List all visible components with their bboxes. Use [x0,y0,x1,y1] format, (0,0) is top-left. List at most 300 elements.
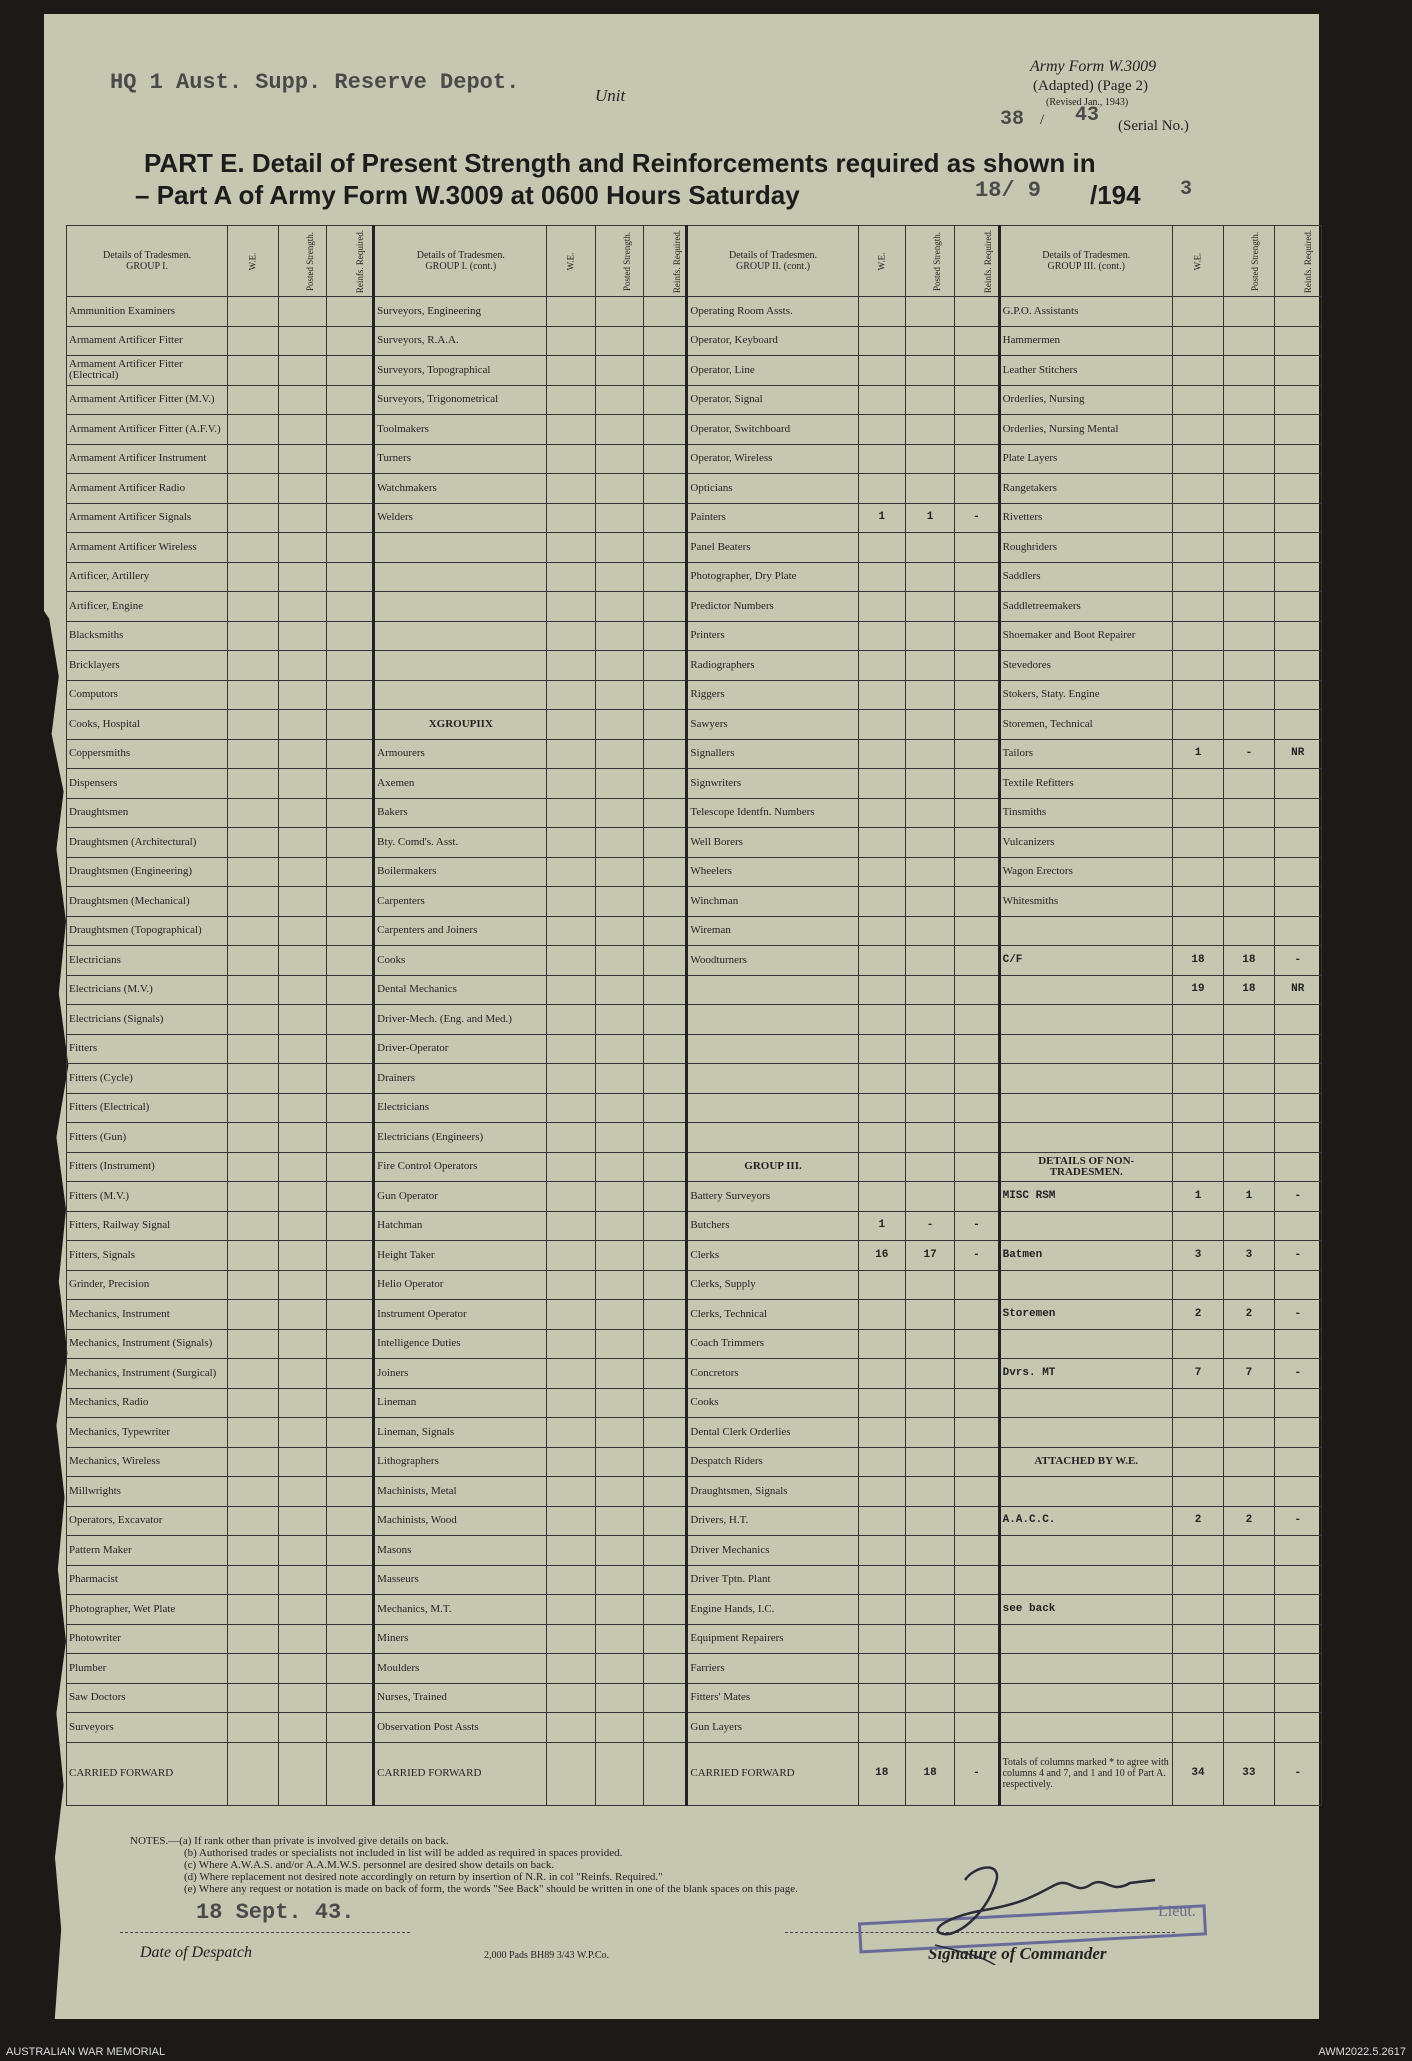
totals-note: Totals of columns marked * to agree with columns 4 and 7, and 1 and 10 of Part A. respectively. [999,1742,1172,1805]
trade-label: Signwriters [687,769,858,799]
count-cell [858,1388,905,1418]
trade-label: Saddletreemakers [999,592,1172,622]
count-cell [595,1624,643,1654]
count-cell [1274,1595,1321,1625]
count-cell [1172,444,1223,474]
count-cell [644,1388,687,1418]
table-row [67,1713,1322,1743]
count-cell [1172,651,1223,681]
count-cell [858,1123,905,1153]
table-row [67,651,1322,681]
count-cell [228,1742,278,1805]
count-cell [326,1005,373,1035]
count-cell [326,1654,373,1684]
count-cell [278,975,326,1005]
count-cell [1172,1211,1223,1241]
count-cell [1274,1683,1321,1713]
trade-label: Draughtsmen (Architectural) [67,828,228,858]
count-cell [595,798,643,828]
count-cell [547,651,595,681]
count-cell [547,1300,595,1330]
count-cell [547,444,595,474]
table-row [67,1447,1322,1477]
count-cell [228,739,278,769]
count-cell [278,1506,326,1536]
count-cell [326,533,373,563]
carried-forward-label: CARRIED FORWARD [687,1742,858,1805]
count-cell [547,1654,595,1684]
count-cell [905,1329,954,1359]
count-cell [905,828,954,858]
count-cell [278,1182,326,1212]
signature-label: Signature of Commander [928,1944,1107,1963]
count-cell [278,798,326,828]
count-cell: - [955,1211,999,1241]
trade-label: G.P.O. Assistants [999,297,1172,327]
count-cell: 1 [905,503,954,533]
count-cell [1224,1624,1274,1654]
count-cell [278,533,326,563]
trade-label: Mechanics, Wireless [67,1447,228,1477]
count-cell [228,1064,278,1094]
count-cell [1274,1565,1321,1595]
rank-stamp: Lieut. [1158,1903,1196,1920]
count-cell [326,1152,373,1182]
count-cell [228,946,278,976]
table-row [67,592,1322,622]
count-cell [595,828,643,858]
table-row [67,533,1322,563]
count-cell [547,1536,595,1566]
count-cell [595,503,643,533]
count-cell [1172,503,1223,533]
count-cell [547,739,595,769]
count-cell [1172,916,1223,946]
count-cell [1172,1152,1223,1182]
count-cell [644,1418,687,1448]
count-cell [644,533,687,563]
trade-label [999,916,1172,946]
trade-label: Draughtsmen (Engineering) [67,857,228,887]
count-cell [228,297,278,327]
count-cell [278,385,326,415]
serial-left: 38 [1000,108,1025,131]
count-cell [278,1565,326,1595]
count-cell [955,444,999,474]
count-cell [955,1624,999,1654]
trade-label: Axemen [374,769,547,799]
trade-label: Clerks, Supply [687,1270,858,1300]
count-cell [595,1270,643,1300]
count-cell [326,1300,373,1330]
carried-forward-label: CARRIED FORWARD [374,1742,547,1805]
count-cell [955,769,999,799]
count-cell [228,798,278,828]
count-cell [278,769,326,799]
trade-label [999,1005,1172,1035]
count-cell [955,1388,999,1418]
count-cell [905,326,954,356]
count-cell [1274,297,1321,327]
count-cell [595,1064,643,1094]
trade-label [999,1211,1172,1241]
count-cell [905,887,954,917]
count-cell [858,444,905,474]
table-row [67,739,1322,769]
count-cell [547,1713,595,1743]
trade-label: Whitesmiths [999,887,1172,917]
count-cell [326,326,373,356]
date-day-month: 18/ 9 [975,178,1042,203]
trade-label: Carpenters and Joiners [374,916,547,946]
trade-label: Pharmacist [67,1565,228,1595]
count-cell [1172,1536,1223,1566]
count-cell [595,1506,643,1536]
count-cell [905,680,954,710]
table-row [67,828,1322,858]
count-cell [1274,1152,1321,1182]
count-cell [595,592,643,622]
table-row [67,887,1322,917]
count-cell [595,1182,643,1212]
count-cell [644,1241,687,1271]
trade-label: Lithographers [374,1447,547,1477]
count-cell [1274,1034,1321,1064]
count-cell [644,1447,687,1477]
count-cell [228,710,278,740]
trade-label: Mechanics, Instrument (Surgical) [67,1359,228,1389]
trade-label: Cooks [687,1388,858,1418]
count-cell [278,1152,326,1182]
count-cell: NR [1274,739,1321,769]
trade-label: Clerks [687,1241,858,1271]
trade-label [999,1565,1172,1595]
table-row [67,297,1322,327]
count-cell [858,1565,905,1595]
count-cell [644,1683,687,1713]
count-cell [644,415,687,445]
count-cell: 18 [1224,946,1274,976]
group1-header: Details of Tradesmen. GROUP I. [67,226,228,297]
trade-label: Cooks [374,946,547,976]
count-cell [644,739,687,769]
count-cell [1274,385,1321,415]
table-row [67,1683,1322,1713]
trade-label [999,1388,1172,1418]
unit-label: Unit [595,86,626,105]
count-cell [547,1418,595,1448]
trade-label [999,1477,1172,1507]
trade-label: Machinists, Metal [374,1477,547,1507]
table-row [67,680,1322,710]
trade-label [999,1093,1172,1123]
count-cell [955,1506,999,1536]
count-cell [547,356,595,386]
count-cell [1224,1093,1274,1123]
count-cell [326,1742,373,1805]
count-cell [644,356,687,386]
trade-label: Masons [374,1536,547,1566]
count-cell [858,1536,905,1566]
count-cell [955,356,999,386]
trade-label: Dental Mechanics [374,975,547,1005]
trade-label: Mechanics, Typewriter [67,1418,228,1448]
count-cell [595,1034,643,1064]
trade-label: Fire Control Operators [374,1152,547,1182]
count-cell [326,1034,373,1064]
count-cell: 7 [1224,1359,1274,1389]
count-cell [547,1447,595,1477]
count-cell [858,828,905,858]
count-cell [1224,1329,1274,1359]
count-cell [644,1742,687,1805]
count-cell [858,887,905,917]
count-cell [905,621,954,651]
trade-label: Orderlies, Nursing [999,385,1172,415]
count-cell [326,297,373,327]
count-cell [1274,562,1321,592]
date-year-prefix: /194 [1090,180,1141,210]
count-cell [595,769,643,799]
count-cell [547,1565,595,1595]
count-cell [1224,592,1274,622]
count-cell [1224,1064,1274,1094]
count-cell [1274,1536,1321,1566]
trade-label: Electricians (Engineers) [374,1123,547,1153]
trade-label: see back [999,1595,1172,1625]
trade-label: Signallers [687,739,858,769]
count-cell [228,415,278,445]
count-cell [228,1624,278,1654]
trade-label: Saw Doctors [67,1683,228,1713]
table-row [67,769,1322,799]
count-cell [955,916,999,946]
count-cell [1224,385,1274,415]
trade-label: Butchers [687,1211,858,1241]
count-cell [228,1683,278,1713]
count-cell [278,592,326,622]
trade-label: XGROUPIIX [374,710,547,740]
count-cell [905,1359,954,1389]
count-cell [1172,1418,1223,1448]
trade-label: MISC RSM [999,1182,1172,1212]
count-cell [644,1270,687,1300]
count-cell [1172,356,1223,386]
count-cell [858,1064,905,1094]
count-cell [547,1123,595,1153]
count-cell [547,1270,595,1300]
count-cell [644,1064,687,1094]
count-cell [228,1713,278,1743]
count-cell [905,474,954,504]
count-cell [644,1211,687,1241]
count-cell [595,1536,643,1566]
form-revised: (Revised Jan., 1943) [1046,97,1129,108]
trade-label: Fitters (M.V.) [67,1182,228,1212]
count-cell [278,621,326,651]
count-cell [644,326,687,356]
count-cell [595,326,643,356]
count-cell [858,798,905,828]
count-cell [326,1713,373,1743]
trade-label: Predictor Numbers [687,592,858,622]
count-cell: 3 [1172,1241,1223,1271]
note-line: (b) Authorised trades or specialists not included in list will be added as required in spaces provided. [184,1847,623,1859]
count-cell [595,710,643,740]
count-cell [1224,297,1274,327]
count-cell [644,651,687,681]
trade-label [999,1654,1172,1684]
trade-label [374,592,547,622]
trade-label: Drainers [374,1064,547,1094]
count-cell [228,621,278,651]
count-cell [228,326,278,356]
count-cell [278,1595,326,1625]
count-cell [547,1182,595,1212]
count-cell [858,680,905,710]
carried-forward-label: CARRIED FORWARD [67,1742,228,1805]
count-cell [547,1683,595,1713]
count-cell [547,887,595,917]
trade-label [999,1064,1172,1094]
table-row [67,946,1322,976]
trade-label: Nurses, Trained [374,1683,547,1713]
count-cell [1224,887,1274,917]
count-cell [905,946,954,976]
despatch-label: Date of Despatch [140,1944,252,1961]
count-cell [595,1565,643,1595]
count-cell [547,1742,595,1805]
count-cell [326,562,373,592]
count-cell: 34 [1172,1742,1223,1805]
trade-label: Computors [67,680,228,710]
count-cell [547,1093,595,1123]
count-cell [955,326,999,356]
count-cell [1224,798,1274,828]
trade-label: Miners [374,1624,547,1654]
count-cell [644,592,687,622]
count-cell [858,297,905,327]
count-cell [905,1093,954,1123]
serial-right: 43 [1075,104,1100,127]
count-cell [595,975,643,1005]
trade-label: Bricklayers [67,651,228,681]
count-cell [955,798,999,828]
count-cell [228,975,278,1005]
trade-label: Operator, Wireless [687,444,858,474]
count-cell [955,297,999,327]
count-cell [955,1536,999,1566]
count-cell [955,651,999,681]
trade-label: Leather Stitchers [999,356,1172,386]
count-cell [905,916,954,946]
trade-label: Boilermakers [374,857,547,887]
count-cell [228,1123,278,1153]
count-cell [547,533,595,563]
count-cell [955,1300,999,1330]
count-cell [644,1182,687,1212]
trade-label: Pattern Maker [67,1536,228,1566]
table-row [67,710,1322,740]
count-cell [228,1477,278,1507]
count-cell [1172,828,1223,858]
count-cell [326,887,373,917]
count-cell [278,1034,326,1064]
count-cell [326,946,373,976]
trade-label: Intelligence Duties [374,1329,547,1359]
count-cell [326,415,373,445]
count-cell [547,828,595,858]
count-cell [228,1418,278,1448]
count-cell [1172,1064,1223,1094]
count-cell [644,1536,687,1566]
count-cell [595,415,643,445]
trade-label: Wireman [687,916,858,946]
count-cell [547,1595,595,1625]
count-cell [1224,1683,1274,1713]
count-cell [955,1123,999,1153]
count-cell [1274,1093,1321,1123]
count-cell [1224,857,1274,887]
count-cell [1224,444,1274,474]
count-cell [955,857,999,887]
count-cell [326,1241,373,1271]
count-cell [955,474,999,504]
unit-typed: HQ 1 Aust. Supp. Reserve Depot. [110,70,520,95]
count-cell [547,1064,595,1094]
count-cell [228,1182,278,1212]
count-cell [595,474,643,504]
trade-label: Driver-Operator [374,1034,547,1064]
count-cell [905,1683,954,1713]
count-cell [955,975,999,1005]
count-cell [905,385,954,415]
count-cell [1224,1152,1274,1182]
count-cell [858,651,905,681]
trade-label [374,680,547,710]
count-cell [858,385,905,415]
count-cell [326,1388,373,1418]
count-cell [278,680,326,710]
count-cell [1172,1477,1223,1507]
count-cell [278,710,326,740]
count-cell [858,975,905,1005]
trade-label: GROUP III. [687,1152,858,1182]
trade-label [999,1329,1172,1359]
count-cell [326,1270,373,1300]
count-cell [1172,1654,1223,1684]
count-cell [1224,769,1274,799]
trade-label: Concretors [687,1359,858,1389]
count-cell [644,1506,687,1536]
table-row [67,326,1322,356]
trade-label: Armament Artificer Fitter [67,326,228,356]
count-cell [858,326,905,356]
count-cell: - [955,503,999,533]
count-cell [644,562,687,592]
trade-label [999,1123,1172,1153]
count-cell [228,1447,278,1477]
count-cell [1274,769,1321,799]
table-row [67,562,1322,592]
trade-label: Storemen, Technical [999,710,1172,740]
count-cell [905,710,954,740]
count-cell [278,297,326,327]
trade-label: Moulders [374,1654,547,1684]
group2c-header: Details of Tradesmen. GROUP II. (cont.) [687,226,858,297]
trade-label [374,562,547,592]
count-cell [1172,769,1223,799]
